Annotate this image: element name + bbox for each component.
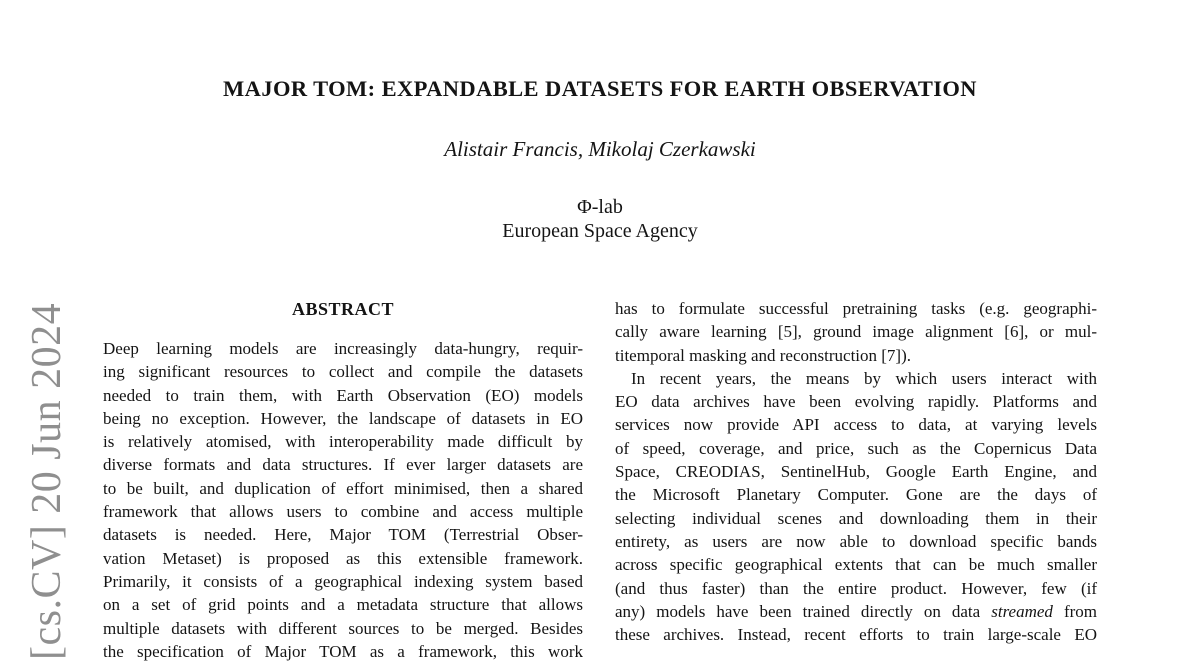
abstract-column (103, 337, 583, 663)
abstract-line: multiple datasets with different sources to be merged. Besides (103, 618, 583, 638)
abstract-line: Deep learning models are increasingly data-hungry, requir- (103, 339, 583, 358)
body-line: titemporal masking and reconstruction [7]). (615, 345, 911, 365)
affiliation-lab: Φ-lab (577, 196, 623, 218)
body-line: selecting individual scenes and downloading them in their (615, 508, 1097, 528)
body-line: across specific geographical extents that can be much smaller (615, 555, 1097, 575)
abstract-line: is relatively atomised, with interoperability made difficult by (103, 432, 583, 452)
body-line: Space, CREODIAS, SentinelHub, Google Earth Engine, and (615, 462, 1097, 482)
abstract-heading: ABSTRACT (291, 299, 395, 319)
body-line: cally aware learning [5], ground image alignment [6], or mul- (615, 322, 1097, 342)
intro-column (615, 297, 1097, 646)
body-line: entirety, as users are now able to download specific bands (615, 531, 1097, 551)
paper-affiliation (0, 195, 1200, 243)
abstract-line: framework that allows users to combine and access multiple (103, 502, 583, 522)
body-line: (and thus faster) than the entire product. However, few (if (615, 578, 1097, 598)
arxiv-watermark: [cs.CV] 20 Jun 2024 (24, 302, 70, 660)
body-line: of speed, coverage, and price, such as the Copernicus Data (615, 438, 1097, 458)
body-line-with-emphasis (615, 600, 1097, 623)
body-line: EO data archives have been evolving rapidly. Platforms and (615, 392, 1097, 412)
abstract-line: ing significant resources to collect and compile the datasets (103, 362, 583, 382)
paper-title: MAJOR TOM: EXPANDABLE DATASETS FOR EARTH OBSERVATION (223, 76, 977, 101)
body-line-segment: from (1063, 601, 1098, 621)
abstract-line: Primarily, it consists of a geographical indexing system based (103, 571, 583, 591)
body-line: the Microsoft Planetary Computer. Gone are the days of (615, 485, 1097, 505)
abstract-line: datasets is needed. Here, Major TOM (Terrestrial Obser- (103, 525, 583, 545)
body-line: has to formulate successful pretraining tasks (e.g. geographi- (615, 299, 1097, 318)
emphasized-word: streamed (991, 601, 1053, 621)
abstract-line: vation Metaset) is proposed as this extensible framework. (103, 548, 583, 568)
body-line-segment: any) models have been trained directly on data (615, 601, 981, 621)
abstract-line: on a set of grid points and a metadata structure that allows (103, 595, 583, 615)
abstract-line: needed to train them, with Earth Observation (EO) models (103, 385, 583, 405)
abstract-line: to be built, and duplication of effort minimised, then a shared (103, 478, 583, 498)
abstract-line: being no exception. However, the landscape of datasets in EO (103, 408, 583, 428)
affiliation-agency: European Space Agency (502, 220, 698, 242)
body-line: these archives. Instead, recent efforts to train large-scale EO (615, 625, 1097, 645)
paper-authors: Alistair Francis, Mikolaj Czerkawski (444, 137, 756, 161)
abstract-line: diverse formats and data structures. If ever larger datasets are (103, 455, 583, 475)
body-line: services now provide API access to data, at varying levels (615, 415, 1097, 435)
body-line: In recent years, the means by which users interact with (631, 368, 1097, 388)
abstract-line: the specification of Major TOM as a framework, this work (103, 641, 583, 661)
